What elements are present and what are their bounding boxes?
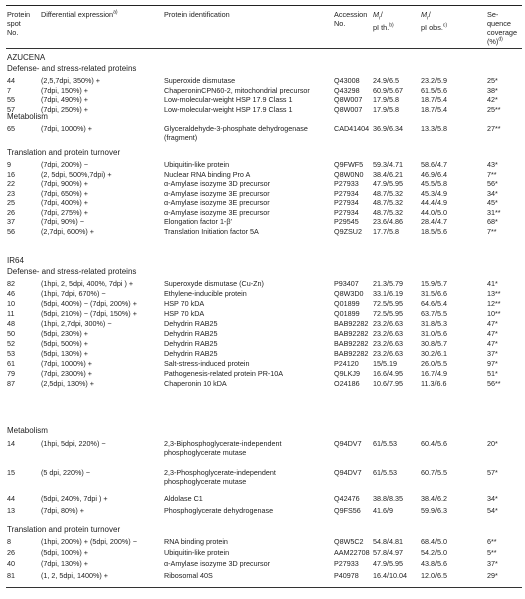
mr-pi-theoretical: 59.3/4.71 — [373, 160, 403, 169]
protein-name-line2: (fragment) — [164, 133, 198, 142]
accession: Q9ZSU2 — [334, 226, 362, 236]
expression: (2,7dpi, 600%) + — [41, 226, 94, 236]
spot-number: 48 — [7, 319, 15, 328]
expression: (2,5,7dpi, 350%) + — [41, 76, 100, 85]
mr-pi-observed: 12.0/6.5 — [421, 571, 447, 580]
spot-number: 44 — [7, 494, 15, 503]
mr-pi-theoretical: 61/5.53 — [373, 439, 397, 448]
mr-pi-observed: 45.5/5.8 — [421, 179, 447, 188]
header-rule — [6, 48, 522, 49]
spot-number: 37 — [7, 217, 15, 226]
protein-name: Ubiquitin-like protein — [164, 548, 230, 557]
coverage: 25* — [487, 76, 498, 85]
mr-pi-observed: 28.4/4.7 — [421, 217, 447, 226]
coverage: 27** — [487, 124, 501, 133]
mr-pi-observed: 26.0/5.5 — [421, 359, 447, 368]
coverage: 6** — [487, 537, 497, 546]
mr-pi-theoretical: 21.3/5.79 — [373, 279, 403, 288]
protein-name: α-Amylase isozyme 3E precursor — [164, 188, 270, 198]
mr-pi-observed: 60.7/5.5 — [421, 468, 447, 477]
coverage: 68* — [487, 217, 498, 226]
accession: P40978 — [334, 571, 359, 580]
coverage: 10** — [487, 309, 501, 318]
section-azucena-metabolism: Metabolism — [7, 112, 48, 121]
table-row — [0, 538, 525, 548]
expression: (1hpi, 7dpi, 670%) − — [41, 289, 106, 298]
protein-name: Pathogenesis-related protein PR-10A — [164, 369, 284, 378]
protein-name: Ubiquitin-like protein — [164, 160, 230, 169]
spot-number: 16 — [7, 169, 15, 179]
coverage: 34* — [487, 494, 498, 503]
mr-pi-observed: 43.8/5.6 — [421, 559, 447, 568]
protein-name: Ribosomal 40S — [164, 571, 213, 580]
accession: BAB92282 — [334, 339, 369, 348]
spot-number: 15 — [7, 468, 15, 477]
spot-number: 57 — [7, 104, 15, 114]
spot-number: 14 — [7, 439, 15, 448]
expression: (7dpi, 1000%) + — [41, 124, 92, 133]
protein-name: Chaperonin 10 kDA — [164, 379, 227, 388]
mr-pi-theoretical: 23.2/6.63 — [373, 319, 403, 328]
expression: (7dpi, 400%) + — [41, 198, 88, 207]
mr-pi-theoretical: 36.9/6.34 — [373, 124, 403, 133]
table-row — [0, 507, 525, 517]
mr-pi-theoretical: 38.8/8.35 — [373, 494, 403, 503]
accession: P27933 — [334, 559, 359, 568]
mr-pi-observed: 11.3/6.6 — [421, 379, 447, 388]
expression: (1hpi, 2, 5dpi, 400%, 7dpi ) + — [41, 279, 134, 288]
spot-number: 46 — [7, 289, 15, 298]
mr-pi-observed: 44.4/4.9 — [421, 198, 447, 207]
protein-name: α-Amylase isozyme 3E precursor — [164, 207, 270, 217]
spot-number: 65 — [7, 124, 15, 133]
mr-pi-theoretical: 60.9/5.67 — [373, 85, 403, 95]
coverage: 47* — [487, 329, 498, 338]
mr-pi-theoretical: 72.5/5.95 — [373, 299, 403, 308]
protein-name: Translation Initiation factor 5A — [164, 226, 259, 236]
section-azucena-defense: Defense- and stress-related proteins — [7, 64, 137, 73]
accession: CAD41404 — [334, 124, 370, 133]
spot-number: 50 — [7, 329, 15, 338]
expression: (5dpi, 240%, 7dpi ) + — [41, 494, 108, 503]
header-sequence-coverage: Se- quence coverage (%)$^{d)}$ — [487, 10, 518, 46]
table-row — [0, 572, 525, 582]
accession: Q9FS56 — [334, 506, 361, 515]
spot-number: 52 — [7, 339, 15, 348]
spot-number: 9 — [7, 160, 11, 169]
mr-pi-theoretical: 54.8/4.81 — [373, 537, 403, 546]
protein-name: α-Amylase isozyme 3E precursor — [164, 198, 270, 207]
mr-pi-theoretical: 33.1/6.19 — [373, 289, 403, 298]
protein-name: Low-molecular-weight HSP 17.9 Class 1 — [164, 95, 293, 104]
spot-number: 40 — [7, 559, 15, 568]
accession: BAB92282 — [334, 349, 369, 358]
mr-pi-observed: 15.9/5.7 — [421, 279, 447, 288]
coverage: 5** — [487, 548, 497, 557]
expression: (7dpi, 900%) + — [41, 179, 88, 188]
coverage: 29* — [487, 571, 498, 580]
mr-pi-observed: 30.2/6.1 — [421, 349, 447, 358]
spot-number: 22 — [7, 179, 15, 188]
spot-number: 10 — [7, 299, 15, 308]
mr-pi-theoretical: 57.8/4.97 — [373, 548, 403, 557]
accession: P27933 — [334, 179, 359, 188]
spot-number: 87 — [7, 379, 15, 388]
mr-pi-observed: 46.9/6.4 — [421, 169, 447, 179]
protein-name-line2: phosphoglycerate mutase — [164, 448, 247, 457]
protein-name: α-Amylase isozyme 3D precursor — [164, 559, 271, 568]
mr-pi-theoretical: 61/5.53 — [373, 468, 397, 477]
protein-name: Dehydrin RAB25 — [164, 319, 218, 328]
accession: P24120 — [334, 359, 359, 368]
spot-number: 25 — [7, 198, 15, 207]
spot-number: 26 — [7, 207, 15, 217]
protein-name: Ethylene-inducible protein — [164, 289, 247, 298]
expression: (5 dpi, 220%) − — [41, 468, 90, 477]
mr-pi-observed: 16.7/4.9 — [421, 369, 447, 378]
expression: (7dpi, 80%) + — [41, 506, 84, 515]
mr-pi-theoretical: 23.2/6.63 — [373, 339, 403, 348]
coverage: 56* — [487, 179, 498, 188]
spot-number: 53 — [7, 349, 15, 358]
expression: (7dpi, 250%) + — [41, 104, 88, 114]
expression: (7dpi, 1000%) + — [41, 359, 92, 368]
coverage: 41* — [487, 279, 498, 288]
mr-pi-observed: 59.9/6.3 — [421, 506, 447, 515]
coverage: 47* — [487, 339, 498, 348]
expression: (5dpi, 500%) + — [41, 339, 88, 348]
expression: (1hpi, 200%) + (5dpi, 200%) − — [41, 537, 137, 546]
section-ir64-metabolism: Metabolism — [7, 426, 48, 435]
mr-pi-theoretical: 48.7/5.32 — [373, 207, 403, 217]
protein-name: HSP 70 kDA — [164, 309, 205, 318]
bottom-rule — [6, 587, 522, 588]
mr-pi-observed: 18.7/5.4 — [421, 104, 447, 114]
protein-name: Aldolase C1 — [164, 494, 203, 503]
protein-name: ChaperoninCPN60-2, mitochondrial precursor — [164, 85, 310, 95]
section-ir64: IR64 — [7, 256, 24, 265]
coverage: 97* — [487, 359, 498, 368]
coverage: 57* — [487, 468, 498, 477]
expression: (1hpi, 5dpi, 220%) − — [41, 439, 106, 448]
coverage: 38* — [487, 85, 498, 95]
accession: Q8W5C2 — [334, 537, 364, 546]
coverage: 47* — [487, 319, 498, 328]
coverage: 37* — [487, 349, 498, 358]
protein-name: Dehydrin RAB25 — [164, 349, 218, 358]
expression: (7dpi, 275%) + — [41, 207, 88, 217]
coverage: 42* — [487, 95, 498, 104]
mr-pi-theoretical: 17.9/5.8 — [373, 104, 399, 114]
protein-name: RNA binding protein — [164, 537, 228, 546]
protein-name: HSP 70 kDA — [164, 299, 205, 308]
mr-pi-observed: 60.4/5.6 — [421, 439, 447, 448]
accession: BAB92282 — [334, 319, 369, 328]
expression: (5dpi, 100%) + — [41, 548, 88, 557]
expression: (1, 2, 5dpi, 1400%) + — [41, 571, 108, 580]
table-row-continuation — [0, 478, 525, 488]
mr-pi-observed: 31.5/6.6 — [421, 289, 447, 298]
protein-name: α-Amylase isozyme 3D precursor — [164, 179, 271, 188]
coverage: 7** — [487, 169, 497, 179]
protein-name: Elongation factor 1-β′ — [164, 217, 232, 226]
protein-name: Superoxide dismutase — [164, 76, 236, 85]
accession: Q01899 — [334, 309, 360, 318]
mr-pi-observed: 23.2/5.9 — [421, 76, 447, 85]
table-row — [0, 106, 525, 116]
protein-name: Superoxyde dismutase (Cu-Zn) — [164, 279, 264, 288]
mr-pi-observed: 31.0/5.6 — [421, 329, 447, 338]
protein-name-line2: phosphoglycerate mutase — [164, 477, 247, 486]
mr-pi-theoretical: 38.4/6.21 — [373, 169, 403, 179]
protein-name: Dehydrin RAB25 — [164, 329, 218, 338]
coverage: 7** — [487, 226, 497, 236]
mr-pi-theoretical: 48.7/5.32 — [373, 198, 403, 207]
mr-pi-observed: 44.0/5.0 — [421, 207, 447, 217]
section-ir64-defense: Defense- and stress-related proteins — [7, 267, 137, 276]
mr-pi-theoretical: 10.6/7.95 — [373, 379, 403, 388]
protein-name: 2,3-Biphosphoglycerate-independent — [164, 439, 282, 448]
accession: Q8W3D0 — [334, 289, 364, 298]
mr-pi-observed: 64.6/5.4 — [421, 299, 447, 308]
spot-number: 8 — [7, 537, 11, 546]
mr-pi-theoretical: 15/5.19 — [373, 359, 397, 368]
coverage: 20* — [487, 439, 498, 448]
coverage: 13** — [487, 289, 501, 298]
accession: P93407 — [334, 279, 359, 288]
protein-name: Low-molecular-weight HSP 17.9 Class 1 — [164, 104, 293, 114]
accession: P27934 — [334, 207, 359, 217]
mr-pi-theoretical: 47.9/5.95 — [373, 179, 403, 188]
expression: (7dpi, 130%) + — [41, 559, 88, 568]
accession: Q43298 — [334, 85, 360, 95]
coverage: 43* — [487, 160, 498, 169]
accession: Q94DV7 — [334, 468, 362, 477]
spot-number: 11 — [7, 309, 15, 318]
accession: O24186 — [334, 379, 360, 388]
expression: (5dpi, 400%) − (7dpi, 200%) + — [41, 299, 137, 308]
header-mr-pi-observed: $M_r/$ pI obs.$^{c)}$ — [421, 10, 448, 33]
accession: P27934 — [334, 198, 359, 207]
table-row-continuation — [0, 134, 525, 144]
coverage: 54* — [487, 506, 498, 515]
mr-pi-observed: 58.6/4.7 — [421, 160, 447, 169]
mr-pi-theoretical: 72.5/5.95 — [373, 309, 403, 318]
protein-name: Phosphoglycerate dehydrogenase — [164, 506, 274, 515]
section-azucena-translation: Translation and protein turnover — [7, 148, 121, 157]
mr-pi-observed: 18.7/5.4 — [421, 95, 447, 104]
mr-pi-theoretical: 16.6/4.95 — [373, 369, 403, 378]
table-row-continuation — [0, 449, 525, 459]
accession: Q94DV7 — [334, 439, 362, 448]
expression: (7dpi, 150%) + — [41, 85, 88, 95]
coverage: 31** — [487, 207, 501, 217]
expression: (5dpi, 210%) − (7dpi, 150%) + — [41, 309, 137, 318]
spot-number: 79 — [7, 369, 15, 378]
coverage: 51* — [487, 369, 498, 378]
expression: (7dpi, 2300%) + — [41, 369, 92, 378]
mr-pi-observed: 30.8/5.7 — [421, 339, 447, 348]
accession: P29545 — [334, 217, 359, 226]
accession: Q43008 — [334, 76, 360, 85]
spot-number: 44 — [7, 76, 15, 85]
accession: Q8W007 — [334, 95, 363, 104]
accession: Q9LKJ9 — [334, 369, 360, 378]
protein-name: Nuclear RNA binding Pro A — [164, 169, 251, 179]
protein-name: 2,3-Phosphoglycerate-independent — [164, 468, 276, 477]
mr-pi-theoretical: 16.4/10.04 — [373, 571, 407, 580]
expression: (2, 5dpi, 500%,7dpi) + — [41, 169, 112, 179]
spot-number: 7 — [7, 85, 11, 95]
mr-pi-theoretical: 23.6/4.86 — [373, 217, 403, 226]
coverage: 12** — [487, 299, 501, 308]
spot-number: 61 — [7, 359, 15, 368]
mr-pi-observed: 54.2/5.0 — [421, 548, 447, 557]
mr-pi-theoretical: 47.9/5.95 — [373, 559, 403, 568]
coverage: 45* — [487, 198, 498, 207]
spot-number: 26 — [7, 548, 15, 557]
accession: Q01899 — [334, 299, 360, 308]
mr-pi-observed: 68.4/5.0 — [421, 537, 447, 546]
mr-pi-theoretical: 23.2/6.63 — [373, 329, 403, 338]
header-mr-pi-theoretical: $M_r/$ pI th.$^{b)}$ — [373, 10, 394, 33]
expression: (1hpi, 2,7dpi, 300%) − — [41, 319, 112, 328]
accession: BAB92282 — [334, 329, 369, 338]
section-ir64-translation: Translation and protein turnover — [7, 525, 121, 534]
mr-pi-observed: 63.7/5.5 — [421, 309, 447, 318]
mr-pi-theoretical: 17.9/5.8 — [373, 95, 399, 104]
expression: (5dpi, 230%) + — [41, 329, 88, 338]
spot-number: 82 — [7, 279, 15, 288]
header-expression: Differential expression$^{a)}$ — [41, 9, 118, 19]
mr-pi-observed: 61.5/5.6 — [421, 85, 447, 95]
table-row — [0, 380, 525, 390]
mr-pi-theoretical: 41.6/9 — [373, 506, 393, 515]
accession: Q9FWF5 — [334, 160, 364, 169]
mr-pi-observed: 45.3/4.9 — [421, 188, 447, 198]
accession: Q8W007 — [334, 104, 363, 114]
coverage: 25** — [487, 104, 501, 114]
expression: (2,5dpi, 130%) + — [41, 379, 94, 388]
accession: Q42476 — [334, 494, 360, 503]
mr-pi-observed: 18.5/5.6 — [421, 226, 447, 236]
expression: (7dpi, 90%) − — [41, 217, 84, 226]
table-row — [0, 560, 525, 570]
table-row — [0, 495, 525, 505]
accession: P27934 — [334, 188, 359, 198]
table-row — [0, 228, 525, 238]
coverage: 37* — [487, 559, 498, 568]
accession: AAM22708 — [334, 548, 370, 557]
protein-name: Glyceraldehyde-3-phosphate dehydrogenase — [164, 124, 308, 133]
protein-name: Salt-stress-induced protein — [164, 359, 250, 368]
mr-pi-theoretical: 48.7/5.32 — [373, 188, 403, 198]
spot-number: 13 — [7, 506, 15, 515]
mr-pi-observed: 38.4/6.2 — [421, 494, 447, 503]
expression: (7dpi, 650%) + — [41, 188, 88, 198]
header-protein: Protein identification — [164, 10, 230, 19]
expression: (7dpi, 200%) − — [41, 160, 88, 169]
spot-number: 23 — [7, 188, 15, 198]
spot-number: 55 — [7, 95, 15, 104]
section-azucena: AZUCENA — [7, 53, 46, 62]
mr-pi-observed: 13.3/5.8 — [421, 124, 447, 133]
table-row — [0, 549, 525, 559]
spot-number: 56 — [7, 226, 15, 236]
mr-pi-theoretical: 24.9/6.5 — [373, 76, 399, 85]
header-spot: Protein spot No. — [7, 10, 31, 37]
expression: (5dpi, 130%) + — [41, 349, 88, 358]
coverage: 34* — [487, 188, 498, 198]
mr-pi-theoretical: 23.2/6.63 — [373, 349, 403, 358]
mr-pi-observed: 31.8/5.3 — [421, 319, 447, 328]
protein-name: Dehydrin RAB25 — [164, 339, 218, 348]
top-rule — [6, 5, 522, 6]
spot-number: 81 — [7, 571, 15, 580]
header-accession: Accession No. — [334, 10, 368, 28]
accession: Q8W0N0 — [334, 169, 364, 179]
mr-pi-theoretical: 17.7/5.8 — [373, 226, 399, 236]
expression: (7dpi, 490%) + — [41, 95, 88, 104]
coverage: 56** — [487, 379, 501, 388]
